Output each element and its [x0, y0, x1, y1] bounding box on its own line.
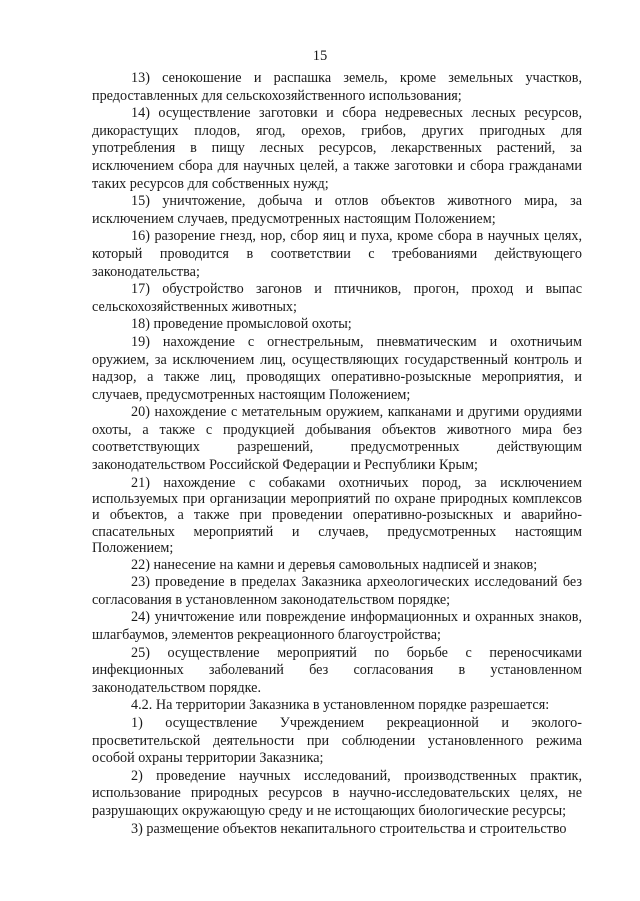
paragraph-item-21: 21) нахождение с собаками охотничьих пород, за исключением используемых при организации мероприятий по охране природных комплексов и объектов, а также при проведении оперативно-розыскных и аварийно-спасательных мероприятий и случаев, предусмотренных настоящим Положением; — [92, 474, 582, 557]
allowed-item-2: 2) проведение научных исследований, производственных практик, использование природных ресурсов в научно-исследовательских целях, не разрушающих окружающую среду и не истощающих биологические ресурсы; — [92, 767, 582, 819]
paragraph-item-15: 15) уничтожение, добыча и отлов объектов животного мира, за исключением случаев, предусмотренных настоящим Положением; — [92, 193, 582, 227]
paragraph-item-24: 24) уничтожение или повреждение информационных и охранных знаков, шлагбаумов, элементов рекреационного благоустройства; — [92, 609, 582, 644]
paragraph-item-18: 18) проведение промысловой охоты; — [131, 316, 352, 333]
allowed-item-3: 3) размещение объектов некапитального строительства и строительство — [131, 820, 567, 837]
paragraph-item-19: 19) нахождение с огнестрельным, пневматическим и охотничьим оружием, за исключением лиц, осуществляющих государственный контроль и надзор, а также лиц, проводящих оперативно-розыскные мероприятия, и случаев, предусмотренных настоящим Положением; — [92, 333, 582, 403]
page-number: 15 — [312, 48, 328, 64]
paragraph-item-22: 22) нанесение на камни и деревья самовольных надписей и знаков; — [131, 556, 538, 573]
paragraph-item-17: 17) обустройство загонов и птичников, прогон, проход и выпас сельскохозяйственных животных; — [92, 281, 582, 315]
paragraph-item-20: 20) нахождение с метательным оружием, капканами и другими орудиями охоты, а также с продукцией добывания объектов животного мира без соответствующих разрешений, предусмотренных действующим законодательством Российской Федерации и Республики Крым; — [92, 404, 582, 474]
paragraph-item-13: 13) сенокошение и распашка земель, кроме земельных участков, предоставленных для сельскохозяйственного использования; — [92, 70, 582, 104]
document-body — [92, 70, 582, 838]
allowed-item-1: 1) осуществление Учреждением рекреационной и эколого-просветительской деятельности при соблюдении установленного режима особой охраны территории Заказника; — [92, 715, 582, 767]
paragraph-item-23: 23) проведение в пределах Заказника археологических исследований без согласования в установленном законодательством порядке; — [92, 574, 582, 608]
section-heading-4-2: 4.2. На территории Заказника в установленном порядке разрешается: — [131, 697, 550, 714]
paragraph-item-14: 14) осуществление заготовки и сбора недревесных лесных ресурсов, дикорастущих плодов, ягод, орехов, грибов, других пригодных для употребления в пищу лесных ресурсов, лекарственных растений, за исключением сбора для научных целей, а также заготовки и сбора гражданами таких ресурсов для собственных нужд; — [92, 105, 582, 192]
paragraph-item-16: 16) разорение гнезд, нор, сбор яиц и пуха, кроме сбора в научных целях, который проводится в соответствии с требованиями действующего законодательства; — [92, 228, 582, 280]
paragraph-item-25: 25) осуществление мероприятий по борьбе с переносчиками инфекционных заболеваний без согласования в установленном законодательством порядке. — [92, 644, 582, 696]
